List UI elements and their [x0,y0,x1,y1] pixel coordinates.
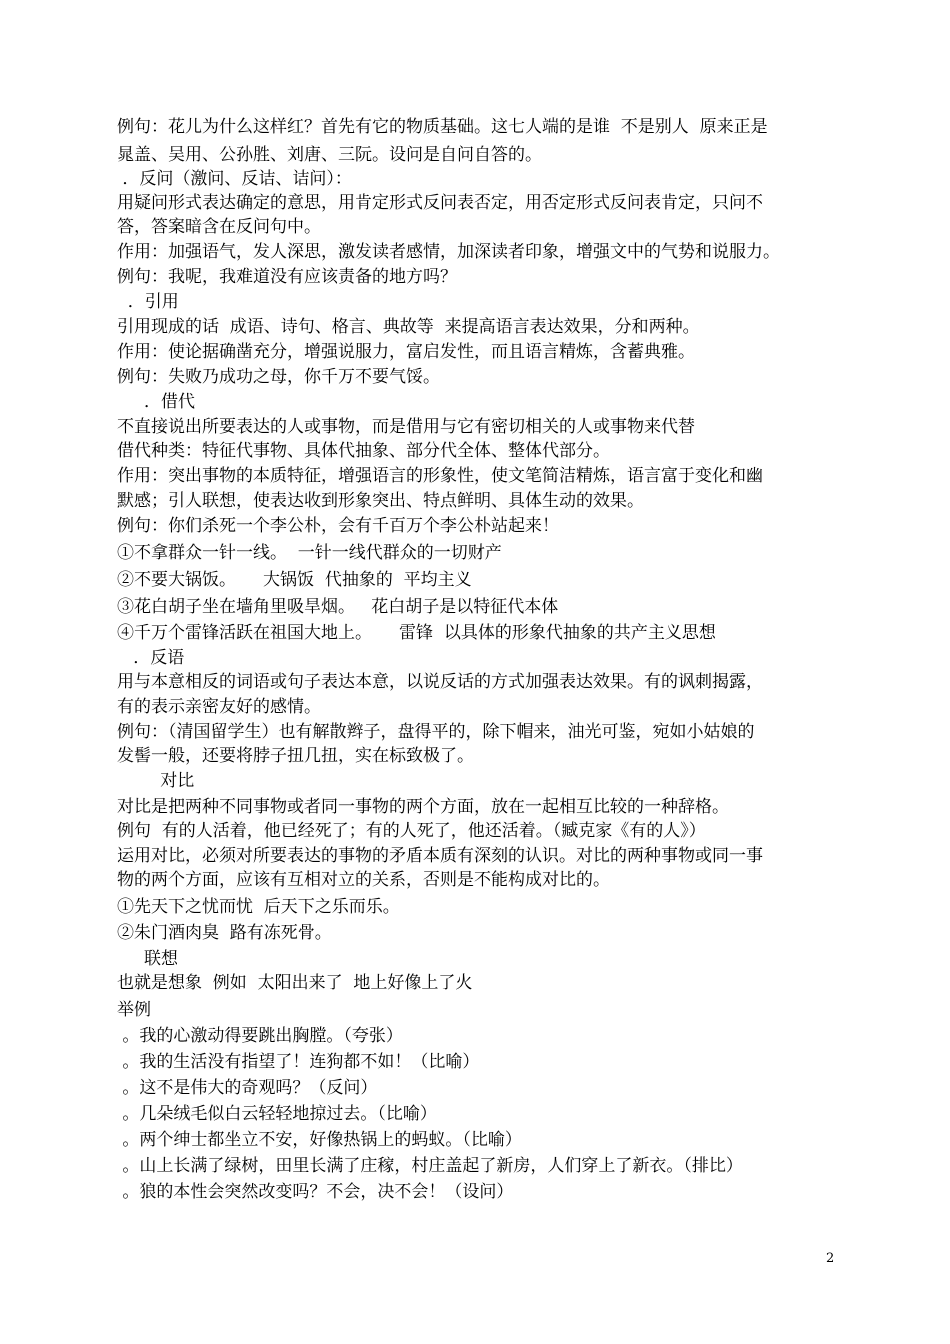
text-line: 答，答案暗含在反问句中。 [117,217,321,237]
text-line: 默感；引人联想，使表达收到形象突出、特点鲜明、具体生动的效果。 [117,491,644,511]
text-line: 发髻一般，还要将脖子扭几扭，实在标致极了。 [117,746,474,766]
text-line: ．借代 [117,392,196,412]
text-line: 作用：使论据确凿充分，增强说服力，富启发性，而且语言精炼，含蓄典雅。 [117,342,695,362]
text-line: 作用：突出事物的本质特征，增强语言的形象性，使文笔简洁精炼，语言富于变化和幽 [117,466,763,486]
text-line: ②朱门酒肉臭 路有冻死骨。 [117,923,332,943]
text-line: 。山上长满了绿树，田里长满了庄稼，村庄盖起了新房，人们穿上了新衣。（排比） [117,1156,743,1176]
text-line: ．反问（激问、反诘、诘问）： [117,169,352,189]
text-line: ①不拿群众一针一线。 一针一线代群众的一切财产 [117,543,502,563]
text-line: 。这不是伟大的奇观吗？（反问） [117,1078,378,1098]
text-line: 例句 有的人活着，他已经死了；有的人死了，他还活着。（臧克家《有的人》） [117,821,706,841]
text-line: 联想 [117,949,179,969]
page-number: 2 [826,1251,835,1266]
text-line: 用疑问形式表达确定的意思，用肯定形式反问表否定，用否定形式反问表肯定，只问不 [117,193,763,213]
text-line: ．反语 [117,648,185,668]
text-line: 。我的生活没有指望了！连狗都不如！（比喻） [117,1052,480,1072]
text-line: ②不要大锅饭。 大锅饭 代抽象的 平均主义 [117,570,472,590]
text-line: 对比是把两种不同事物或者同一事物的两个方面，放在一起相互比较的一种辞格。 [117,797,729,817]
text-line: ③花白胡子坐在墙角里吸旱烟。 花白胡子是以特征代本体 [117,597,559,617]
text-line: 例句：（清国留学生）也有解散辫子，盘得平的，除下帽来，油光可鉴，宛如小姑娘的 [117,722,755,742]
text-line: 例句：我呢，我难道没有应该责备的地方吗？ [117,267,457,287]
text-line: 也就是想象 例如 太阳出来了 地上好像上了火 [117,973,473,993]
text-line: 有的表示亲密友好的感情。 [117,697,321,717]
text-line: 运用对比，必须对所要表达的事物的矛盾本质有深刻的认识。对比的两种事物或同一事 [117,846,763,866]
text-line: 。狼的本性会突然改变吗？不会，决不会！（设问） [117,1182,514,1202]
text-line: 用与本意相反的词语或句子表达本意，以说反话的方式加强表达效果。有的讽刺揭露， [117,672,763,692]
text-line: ①先天下之忧而忧 后天下之乐而乐。 [117,897,400,917]
text-line: 作用：加强语气，发人深思，激发读者感情，加深读者印象，增强文中的气势和说服力。 [117,242,780,262]
text-line: 举例 [117,1000,151,1020]
text-line: 引用现成的话 成语、诗句、格言、典故等 来提高语言表达效果，分和两种。 [117,317,700,337]
text-line: 对比 [117,771,195,791]
text-line: 例句：花儿为什么这样红？首先有它的物质基础。这七人端的是谁 不是别人 原来正是 [117,117,768,137]
text-line: 物的两个方面，应该有互相对立的关系，否则是不能构成对比的。 [117,870,610,890]
text-line: 借代种类：特征代事物、具体代抽象、部分代全体、整体代部分。 [117,441,610,461]
text-line: 晁盖、吴用、公孙胜、刘唐、三阮。设问是自问自答的。 [117,145,542,165]
text-line: 例句：你们杀死一个李公朴，会有千百万个李公朴站起来！ [117,516,559,536]
text-line: ．引用 [117,292,179,312]
text-line: ④千万个雷锋活跃在祖国大地上。 雷锋 以具体的形象代抽象的共产主义思想 [117,623,716,643]
text-line: 例句：失败乃成功之母，你千万不要气馁。 [117,367,440,387]
text-line: 。两个绅士都坐立不安，好像热锅上的蚂蚁。（比喻） [117,1130,522,1150]
text-line: 。几朵绒毛似白云轻轻地掠过去。（比喻） [117,1104,437,1124]
text-line: 不直接说出所要表达的人或事物，而是借用与它有密切相关的人或事物来代替 [117,417,695,437]
text-line: 。我的心激动得要跳出胸膛。（夸张） [117,1026,403,1046]
